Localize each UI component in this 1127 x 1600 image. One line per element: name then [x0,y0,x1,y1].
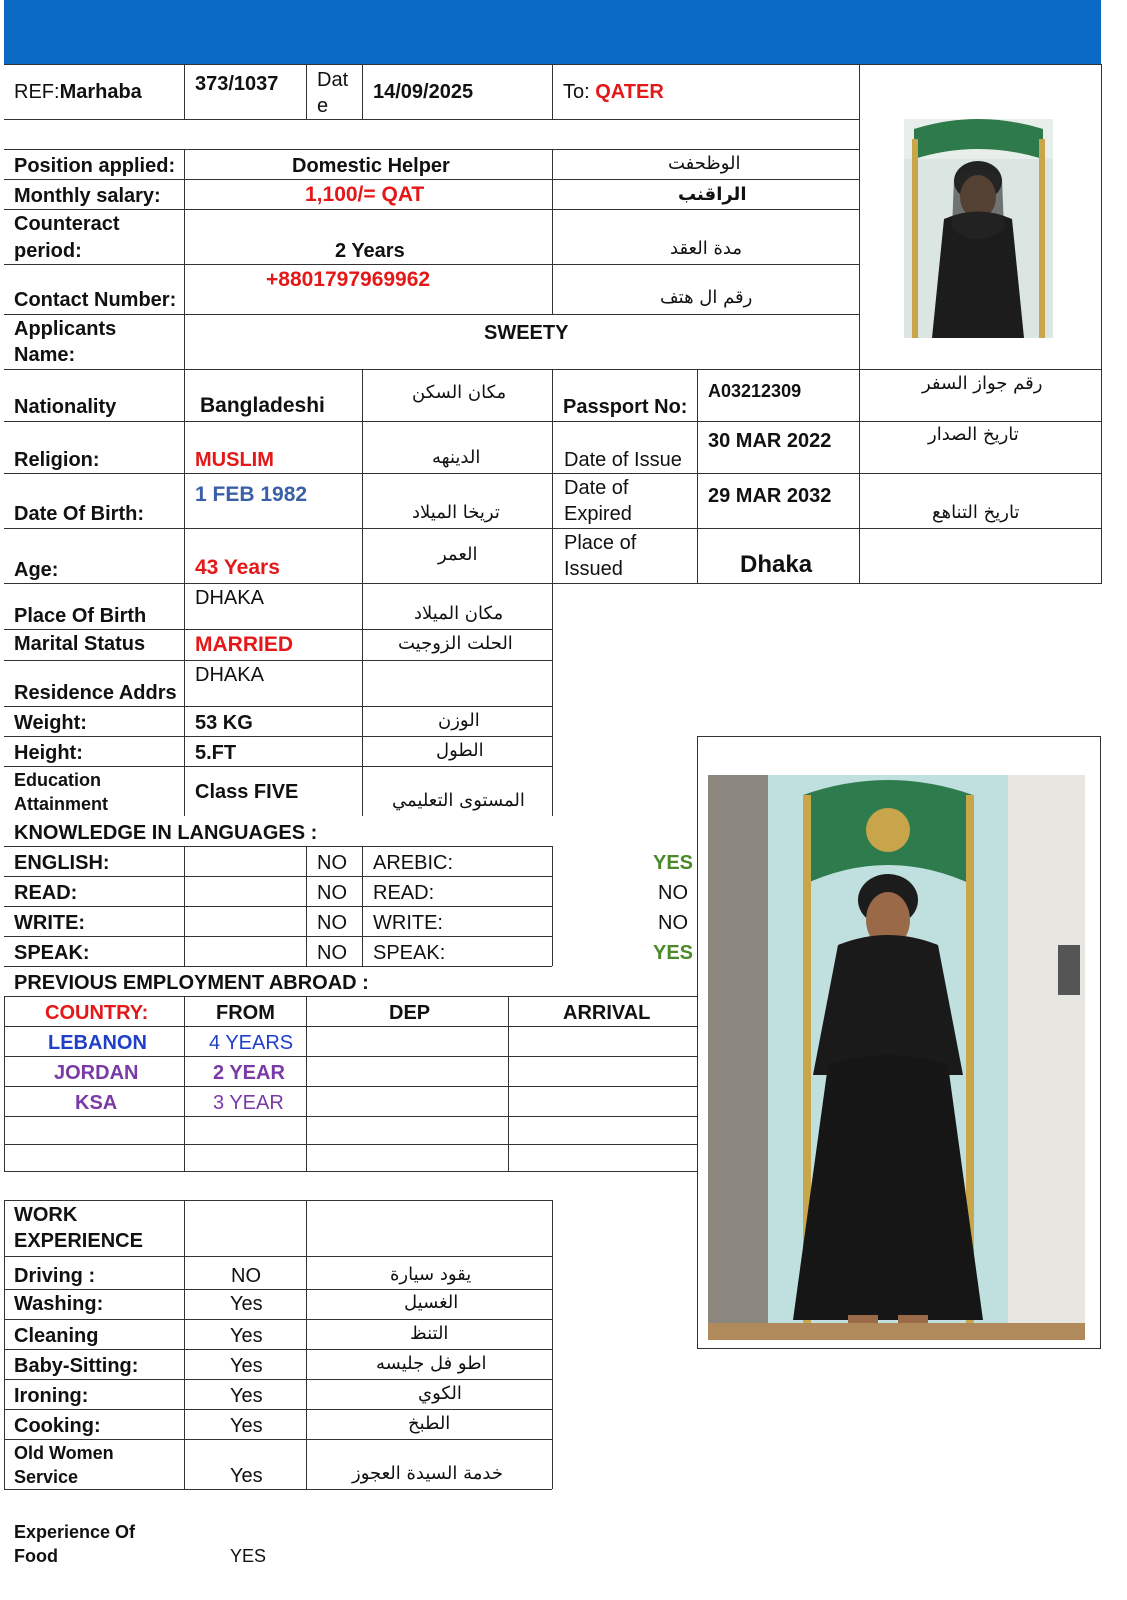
age-arabic: العمر [438,544,478,565]
expiry-value: 29 MAR 2032 [708,485,832,507]
lang-row-value: NO [317,912,347,934]
expiry-arabic: تاريخ التناهع [932,502,1020,523]
religion-arabic: الدينهه [432,447,481,468]
employment-header-dep: DEP [389,1002,431,1024]
employment-country: LEBANON [48,1032,147,1054]
rule [4,1200,5,1489]
date-label-1: Dat [317,69,349,91]
lang-row-label: WRITE: [14,912,86,934]
dob-value: 1 FEB 1982 [195,483,308,506]
work-title-1: WORK [14,1204,78,1226]
salary-label: Monthly salary: [14,185,161,207]
rule [552,1200,553,1489]
nationality-label: Nationality [14,396,117,418]
work-row-label: Baby-Sitting: [14,1355,139,1377]
passport-no-arabic: رقم جواز السفر [922,373,1043,394]
date-label-2: e [317,95,329,117]
contact-value: +8801797969962 [266,268,431,291]
pob-arabic: مكان الميلاد [414,603,504,624]
expiry-label-1: Date of [564,477,629,499]
passport-no-label: Passport No: [563,396,688,418]
position-arabic: الوظحفت [668,153,741,174]
religion-label: Religion: [14,449,100,471]
pob-label: Place Of Birth [14,605,147,627]
food-label-2: Food [14,1546,58,1566]
place-issued-label-2: Issued [564,558,623,580]
rule [4,1439,552,1440]
employment-duration: 3 YEAR [213,1092,284,1114]
lang-row-value: NO [317,852,347,874]
work-row-arabic: الطبخ [408,1413,451,1434]
rule [4,119,859,120]
to-value: QATER [595,81,664,103]
rule [4,996,697,997]
rule [4,149,859,150]
work-row-value: Yes [230,1355,263,1377]
marital-value: MARRIED [195,633,293,656]
rule [4,1116,697,1117]
work-row-arabic: التنظ [410,1323,449,1344]
ref-label: REF: [14,81,60,103]
rule [4,1026,697,1027]
work-row-value: Yes [230,1385,263,1407]
rule [4,1409,552,1410]
old-women-label-1: Old Women [14,1443,114,1463]
lang-row-value: YES [653,852,694,874]
position-value: Domestic Helper [292,155,450,177]
employment-duration: 4 YEARS [209,1032,294,1054]
work-row-value: NO [231,1265,261,1287]
rule [184,846,185,966]
rule [4,906,552,907]
nationality-arabic: مكان السكن [412,382,507,403]
place-issued-value: Dhaka [740,551,813,578]
rule [362,846,363,966]
rule [4,736,552,737]
position-label: Position applied: [14,155,176,177]
applicant-full-photo [708,775,1085,1340]
pob-value: DHAKA [195,587,264,609]
rule [4,846,552,847]
passport-no-value: A03212309 [708,381,802,401]
name-label-1: Applicants [14,318,117,340]
height-label: Height: [14,742,83,764]
languages-title: KNOWLEDGE IN LANGUAGES : [14,822,318,844]
rule [4,766,552,767]
period-label-2: period: [14,240,82,262]
education-arabic: المستوى التعليمي [392,790,525,811]
height-value: 5.FT [195,742,237,764]
old-women-arabic: خدمة السيدة العجوز [352,1463,503,1484]
rule [184,369,185,816]
rule [184,149,185,369]
rule [362,64,363,119]
rule [697,369,698,583]
salary-value: 1,100/= QAT [305,183,425,206]
period-value: 2 Years [335,240,405,262]
applicant-name: SWEETY [484,322,569,344]
rule [4,1256,552,1257]
work-row-label: Cooking: [14,1415,101,1437]
nationality-value: Bangladeshi [200,394,325,417]
issue-value: 30 MAR 2022 [708,430,832,452]
employment-country: KSA [75,1092,118,1114]
rule [552,64,553,119]
applicant-portrait-photo [904,119,1053,338]
education-value: Class FIVE [195,781,299,803]
work-row-arabic: يقود سيارة [390,1264,472,1285]
lang-row-label: SPEAK: [14,942,90,964]
employment-title: PREVIOUS EMPLOYMENT ABROAD : [14,972,369,994]
weight-label: Weight: [14,712,87,734]
header-banner [4,0,1101,64]
dob-label: Date Of Birth: [14,503,144,525]
employment-country: JORDAN [54,1062,139,1084]
residence-label: Residence Addrs [14,682,177,704]
food-label-1: Experience Of [14,1522,136,1542]
period-arabic: مدة العقد [670,238,742,259]
to-label: To: [563,81,596,103]
rule [306,846,307,966]
work-row-label: Washing: [14,1293,104,1315]
lang-row-label: READ: [373,882,435,904]
rule [859,64,860,584]
employment-header-from: FROM [216,1002,275,1024]
rule [4,1200,552,1201]
lang-row-value: YES [653,942,694,964]
work-row-label: Driving : [14,1265,96,1287]
residence-value: DHAKA [195,664,264,686]
employment-header-country: COUNTRY: [45,1002,149,1024]
lang-row-label: READ: [14,882,78,904]
marital-label: Marital Status [14,633,146,655]
rule [4,706,552,707]
issue-arabic: تاريخ الصدار [928,424,1019,445]
expiry-label-2: Expired [564,503,632,525]
rule [4,1171,697,1172]
work-row-value: Yes [230,1415,263,1437]
rule [552,369,553,816]
marital-arabic: الحلت الزوجيت [398,633,513,654]
lang-row-label: ENGLISH: [14,852,110,874]
rule [4,314,859,315]
rule [4,1289,552,1290]
rule [4,966,552,967]
old-women-label-2: Service [14,1467,79,1487]
work-row-value: Yes [230,1325,263,1347]
rule [184,996,185,1171]
education-label-1: Education [14,770,102,790]
work-row-value: Yes [230,1293,263,1315]
rule [552,846,553,966]
rule [4,264,859,265]
rule [552,149,553,314]
lang-row-value: NO [317,882,347,904]
lang-row-value: NO [658,882,688,904]
food-value: YES [230,1546,267,1566]
rule [4,660,552,661]
religion-value: MUSLIM [195,449,274,471]
weight-value: 53 KG [195,712,253,734]
work-row-arabic: اطو فل جليسه [376,1353,487,1374]
lang-row-label: WRITE: [373,912,443,934]
rule [4,1056,697,1057]
old-women-value: Yes [230,1465,263,1487]
rule [1101,64,1102,584]
ref-field [14,80,142,104]
age-value: 43 Years [195,556,280,579]
period-label-1: Counteract [14,213,120,235]
rule [4,209,859,210]
rule [306,64,307,119]
employment-header-arrival: ARRIVAL [563,1002,651,1024]
rule [4,996,5,1171]
employment-duration: 2 YEAR [213,1062,285,1084]
place-issued-label-1: Place of [564,532,637,554]
contact-label: Contact Number: [14,289,177,311]
work-row-label: Cleaning [14,1325,99,1347]
rule [306,996,307,1171]
education-label-2: Attainment [14,794,108,814]
rule [4,1086,697,1087]
date-value: 14/09/2025 [373,81,474,103]
rule [306,1200,307,1489]
rule [4,179,859,180]
rule [184,64,185,119]
rule [4,1379,552,1380]
work-row-label: Ironing: [14,1385,89,1407]
ref-number: 373/1037 [195,73,279,95]
lang-row-value: NO [317,942,347,964]
rule [184,1200,185,1489]
lang-row-value: NO [658,912,688,934]
work-title-2: EXPERIENCE [14,1230,143,1252]
destination-field [563,80,664,104]
ref-value: Marhaba [59,81,142,103]
contact-arabic: رقم ال هتف [660,287,753,308]
rule [4,936,552,937]
rule [4,1144,697,1145]
lang-row-label: SPEAK: [373,942,446,964]
issue-label: Date of Issue [564,449,682,471]
weight-arabic: الوزن [438,710,480,731]
rule [362,369,363,816]
work-row-arabic: الغسيل [404,1292,459,1313]
salary-arabic: الراقنب [678,184,747,205]
lang-row-label: AREBIC: [373,852,454,874]
work-row-arabic: الكوي [418,1383,462,1404]
dob-arabic: تريخا الميلاد [412,502,500,523]
rule [4,1489,552,1490]
name-label-2: Name: [14,344,76,366]
rule [4,629,552,630]
rule [4,876,552,877]
rule [508,996,509,1171]
height-arabic: الطول [436,740,484,761]
rule [4,1319,552,1320]
rule [4,1349,552,1350]
age-label: Age: [14,559,59,581]
